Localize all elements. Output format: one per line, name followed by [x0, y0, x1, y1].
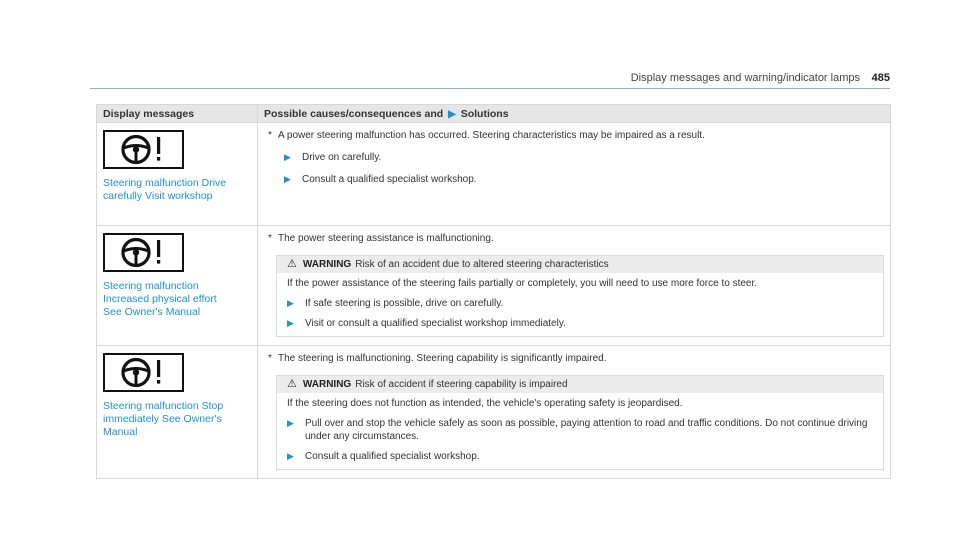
table-row — [97, 346, 891, 479]
steering-wheel-warning-icon — [103, 233, 184, 272]
display-message-cell — [97, 123, 258, 226]
display-messages-table — [96, 104, 891, 479]
solution-step: ▶ Consult a qualified specialist workshop. — [287, 451, 480, 462]
warning-body — [277, 393, 883, 469]
cause-text: * A power steering malfunction has occurred. Steering characteristics may be impaired as a result. — [268, 130, 705, 141]
page-number: 485 — [871, 72, 890, 84]
arrow-right-icon: ▶ — [448, 108, 456, 120]
page-header — [90, 60, 890, 89]
running-head: Display messages and warning/indicator lamps — [630, 72, 860, 84]
causes-solutions-cell — [258, 346, 891, 479]
solution-step: ▶ Visit or consult a qualified specialist workshop immediately. — [287, 318, 566, 329]
warning-body — [277, 273, 883, 336]
warning-header — [277, 376, 883, 393]
warning-box — [276, 375, 884, 470]
steering-wheel-warning-icon — [103, 130, 184, 169]
solution-step: ▶ If safe steering is possible, drive on carefully. — [287, 298, 504, 309]
col-header-solutions-label: Solutions — [460, 107, 509, 120]
warning-header — [277, 256, 883, 273]
warning-label: WARNING — [302, 379, 352, 390]
arrow-right-icon: ▶ — [287, 298, 294, 308]
solution-step: ▶ Pull over and stop the vehicle safely as soon as possible, paying attention to road and traffic conditions. Do not continue driving under any circumstances. — [287, 418, 868, 442]
display-message-cell — [97, 226, 258, 346]
cause-text: * The steering is malfunctioning. Steering capability is significantly impaired. — [268, 353, 607, 364]
warning-title: Risk of accident if steering capability is impaired — [355, 379, 568, 390]
steering-wheel-warning-icon — [103, 353, 184, 392]
causes-solutions-cell — [258, 226, 891, 346]
solution-step: ▶ Consult a qualified specialist workshop. — [284, 174, 477, 185]
solution-step: ▶ Drive on carefully. — [284, 152, 382, 163]
arrow-right-icon: ▶ — [287, 451, 294, 461]
col-header-display-messages: Display messages — [97, 105, 258, 123]
warning-box — [276, 255, 884, 337]
display-message-text: Steering malfunction Increased physical effort See Owner's Manual — [103, 280, 217, 318]
arrow-right-icon: ▶ — [284, 152, 291, 162]
warning-label: WARNING — [302, 259, 352, 270]
causes-solutions-cell — [258, 123, 891, 226]
cause-text: * The power steering assistance is malfunctioning. — [268, 233, 494, 244]
col-header-causes-label: Possible causes/consequences and — [264, 107, 444, 120]
arrow-right-icon: ▶ — [284, 174, 291, 184]
table-row — [97, 123, 891, 226]
table-header-row — [97, 105, 891, 123]
display-message-text: Steering malfunction Stop immediately See Owner's Manual — [103, 400, 224, 438]
arrow-right-icon: ▶ — [287, 418, 294, 428]
warning-text: If the power assistance of the steering fails partially or completely, you will need to use more force to steer. — [287, 278, 758, 289]
arrow-right-icon: ▶ — [287, 318, 294, 328]
col-header-causes-solutions — [258, 105, 891, 123]
warning-text: If the steering does not function as intended, the vehicle's operating safety is jeopardised. — [287, 398, 683, 409]
warning-triangle-icon: ⚠ — [287, 258, 297, 270]
display-message-text: Steering malfunction Drive carefully Visit workshop — [103, 177, 227, 202]
table-row — [97, 226, 891, 346]
warning-title: Risk of an accident due to altered steering characteristics — [355, 259, 609, 270]
display-message-cell — [97, 346, 258, 479]
warning-triangle-icon: ⚠ — [287, 378, 297, 390]
